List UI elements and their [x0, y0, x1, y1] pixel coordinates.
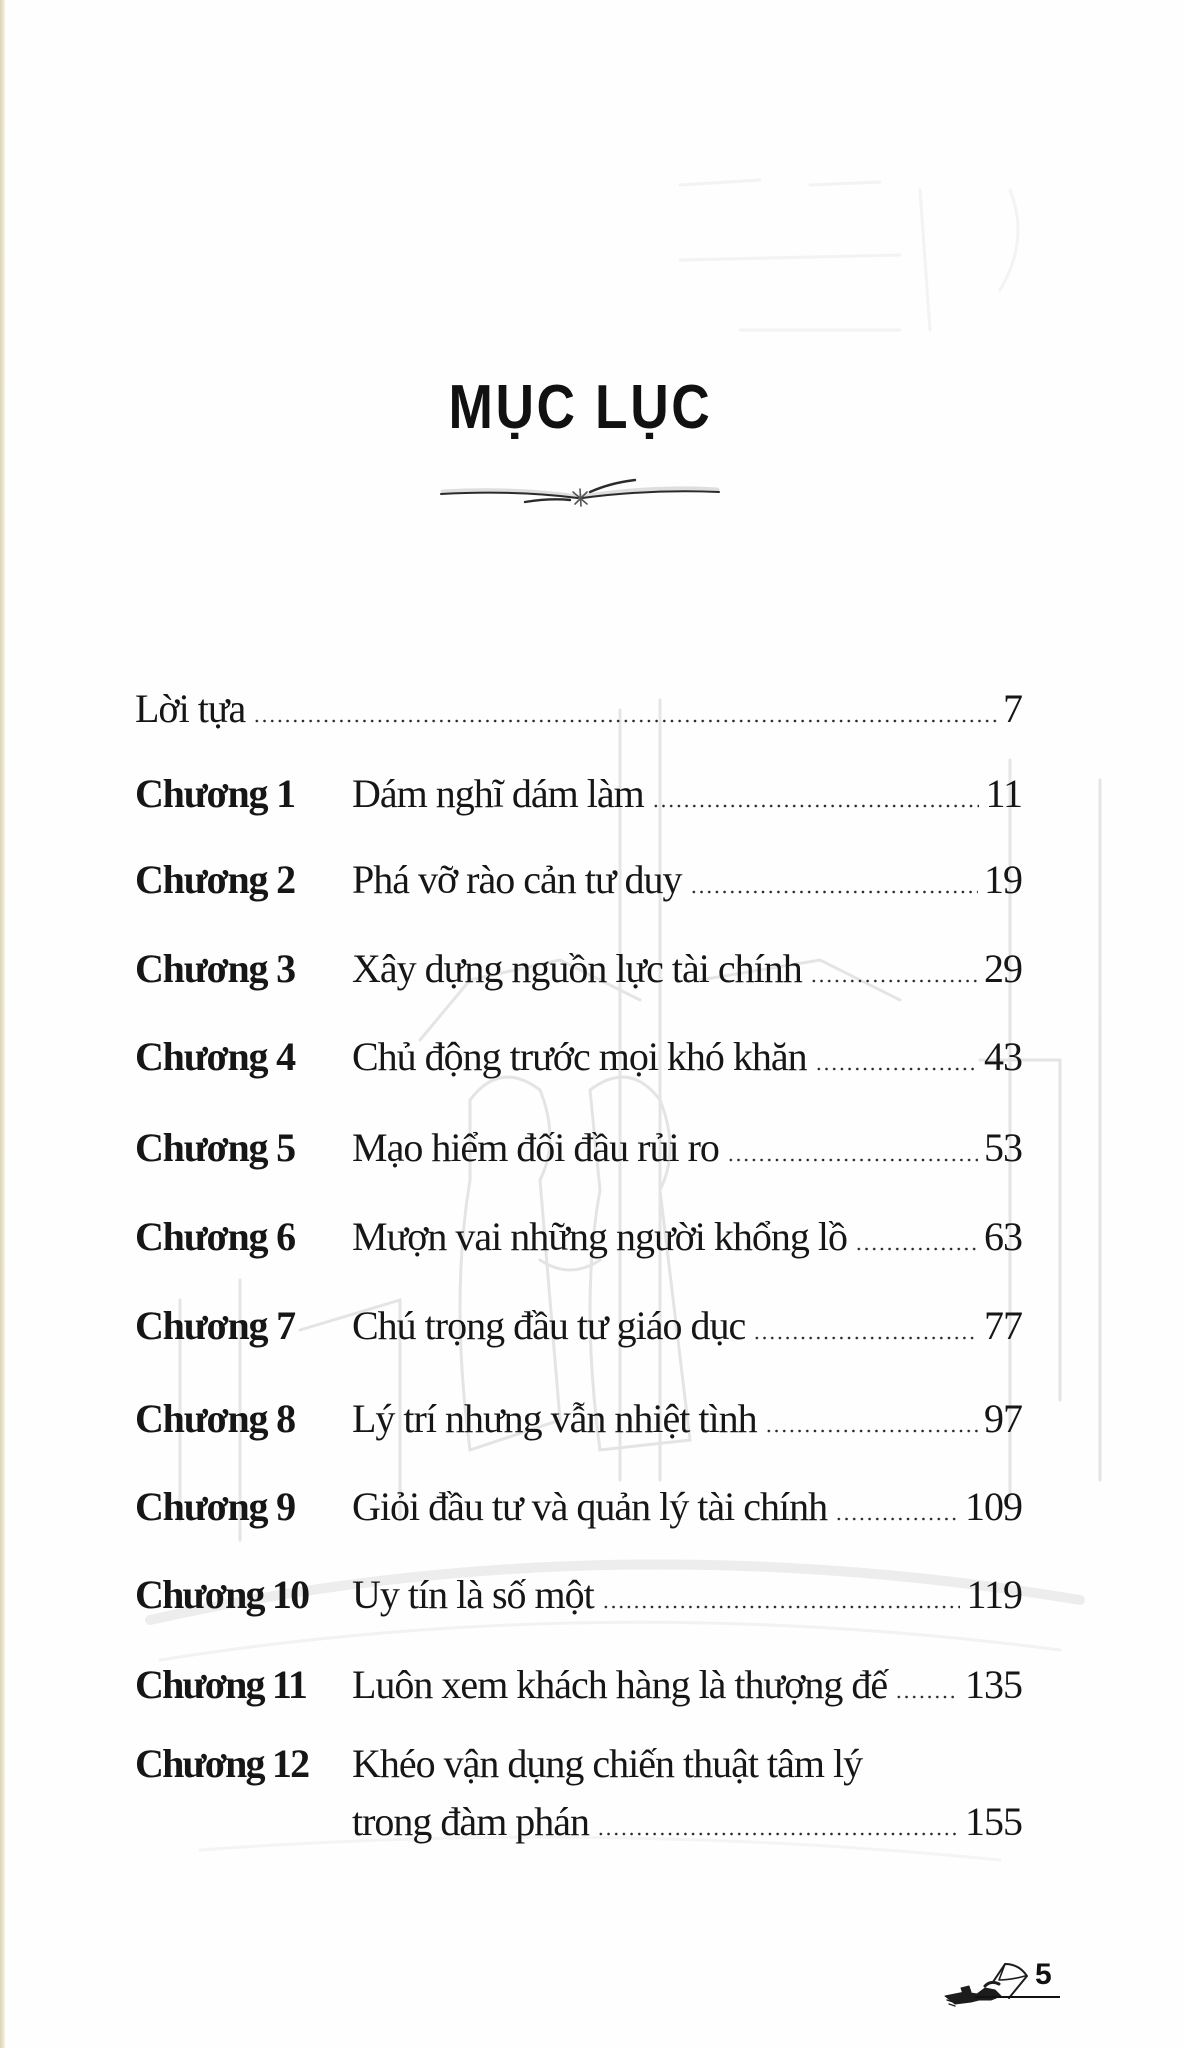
chapter-title: Chú trọng đầu tư giáo dục	[352, 1303, 746, 1348]
page-title	[0, 372, 1160, 444]
chapter-title: Lý trí nhưng vẫn nhiệt tình	[352, 1396, 757, 1441]
page-title-text: MỤC LỤC	[448, 373, 712, 442]
chapter-title: Phá vỡ rào cản tư duy	[352, 857, 682, 902]
chapter-page: 77	[984, 1303, 1022, 1348]
chapter-title-line-2-row	[352, 1798, 1022, 1846]
dot-leader	[815, 1033, 978, 1081]
chapter-page: 135	[965, 1662, 1022, 1707]
chapter-label: Chương 6	[135, 1214, 295, 1259]
toc-entry-chapter-5[interactable]	[135, 1124, 1022, 1172]
dot-leader	[602, 1571, 961, 1619]
chapter-page: 109	[965, 1484, 1022, 1529]
chapter-title: Dám nghĩ dám làm	[352, 771, 644, 816]
chapter-page: 43	[984, 1034, 1022, 1079]
toc-entry-page: 7	[1003, 686, 1022, 731]
chapter-page: 119	[966, 1572, 1022, 1617]
flourish-divider-icon	[435, 470, 725, 510]
chapter-title: Luôn xem khách hàng là thượng đế	[352, 1662, 888, 1707]
chapter-title-block	[352, 1740, 1022, 1846]
page-footer	[935, 1950, 1065, 2010]
chapter-label: Chương 9	[135, 1484, 295, 1529]
chapter-title: Xây dựng nguồn lực tài chính	[352, 946, 802, 991]
page-number-underline	[975, 1996, 1060, 1998]
dot-leader	[895, 1661, 959, 1709]
toc-entry-chapter-7[interactable]	[135, 1302, 1022, 1350]
toc-entry-chapter-6[interactable]	[135, 1213, 1022, 1261]
kite-flyer-icon	[935, 1950, 1035, 2010]
dot-leader	[810, 945, 978, 993]
dot-leader	[253, 685, 997, 733]
dot-leader	[652, 770, 980, 818]
page-number: 5	[1035, 1958, 1052, 1991]
chapter-title: Chủ động trước mọi khó khăn	[352, 1034, 807, 1079]
toc-entry-chapter-11[interactable]	[135, 1661, 1022, 1709]
dot-leader	[753, 1302, 978, 1350]
toc-entry-chapter-1[interactable]	[135, 770, 1022, 818]
chapter-title: Giỏi đầu tư và quản lý tài chính	[352, 1484, 828, 1529]
chapter-page: 53	[984, 1125, 1022, 1170]
chapter-label: Chương 11	[135, 1662, 307, 1707]
chapter-page: 63	[984, 1214, 1022, 1259]
toc-entry-chapter-3[interactable]	[135, 945, 1022, 993]
chapter-label: Chương 1	[135, 771, 295, 816]
chapter-page: 11	[985, 771, 1022, 816]
toc-entry-preface[interactable]	[135, 685, 1022, 733]
page-edge	[0, 0, 5, 2048]
chapter-page: 97	[984, 1396, 1022, 1441]
toc-entry-chapter-12[interactable]	[135, 1740, 1022, 1846]
chapter-title: Uy tín là số một	[352, 1572, 594, 1617]
toc-entry-chapter-4[interactable]	[135, 1033, 1022, 1081]
chapter-page: 29	[984, 946, 1022, 991]
toc-entry-chapter-10[interactable]	[135, 1571, 1022, 1619]
dot-leader	[765, 1395, 978, 1443]
chapter-title-line-1: Khéo vận dụng chiến thuật tâm lý	[352, 1741, 863, 1786]
chapter-label: Chương 5	[135, 1125, 295, 1170]
dot-leader	[855, 1213, 978, 1261]
dot-leader	[727, 1124, 978, 1172]
chapter-title: Mượn vai những người khổng lồ	[352, 1214, 848, 1259]
chapter-title-line-2: trong đàm phán	[352, 1799, 590, 1844]
chapter-page: 19	[984, 857, 1022, 902]
chapter-label: Chương 4	[135, 1034, 295, 1079]
chapter-label: Chương 7	[135, 1303, 295, 1348]
dot-leader	[597, 1798, 959, 1846]
chapter-label: Chương 3	[135, 946, 295, 991]
toc-entry-chapter-9[interactable]	[135, 1483, 1022, 1531]
chapter-label: Chương 12	[135, 1741, 309, 1786]
chapter-label: Chương 10	[135, 1572, 309, 1617]
chapter-title: Mạo hiểm đối đầu rủi ro	[352, 1125, 719, 1170]
toc-entry-chapter-2[interactable]	[135, 856, 1022, 904]
dot-leader	[835, 1483, 959, 1531]
toc-entry-title: Lời tựa	[135, 686, 246, 731]
chapter-page: 155	[965, 1799, 1022, 1844]
chapter-label: Chương 8	[135, 1396, 295, 1441]
chapter-label: Chương 2	[135, 857, 295, 902]
dot-leader	[690, 856, 978, 904]
toc-entry-chapter-8[interactable]	[135, 1395, 1022, 1443]
